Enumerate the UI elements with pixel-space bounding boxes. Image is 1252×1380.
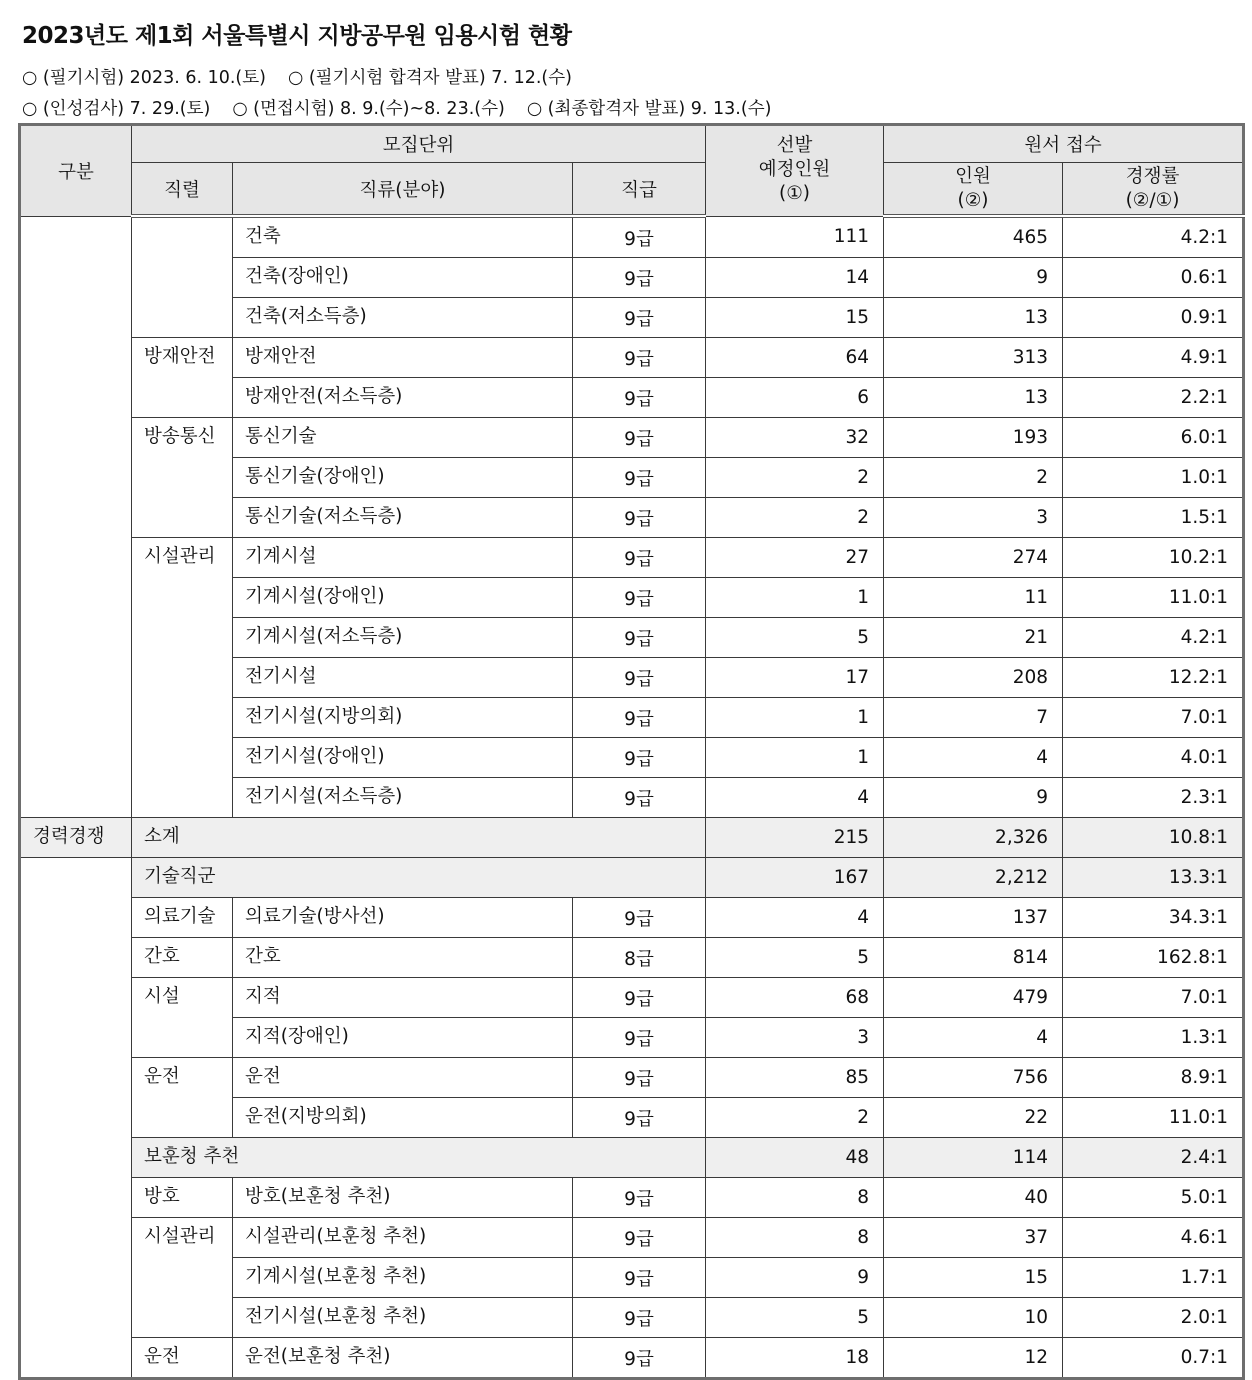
- cell-ratio: 162.8:1: [1063, 938, 1244, 978]
- cell-ratio: 4.0:1: [1063, 738, 1244, 778]
- header-planned-line1: 선발: [776, 135, 813, 156]
- cell-ratio: 7.0:1: [1063, 978, 1244, 1018]
- schedule-line-1: [22, 66, 572, 90]
- cell-applicants: 193: [884, 418, 1063, 458]
- table-row: [20, 898, 1244, 938]
- subtotal-row: [20, 818, 1244, 858]
- cell-planned: 111: [706, 216, 884, 258]
- cell-class: 지적: [233, 978, 573, 1018]
- page-title: 2023년도 제1회 서울특별시 지방공무원 임용시험 현황: [22, 23, 572, 49]
- cell-series: 방재안전: [132, 338, 233, 418]
- cell-planned: 215: [706, 818, 884, 858]
- cell-grade: 9급: [573, 578, 706, 618]
- cell-applicants: 21: [884, 618, 1063, 658]
- cell-grade: 9급: [573, 418, 706, 458]
- table-row: [20, 1218, 1244, 1258]
- cell-planned: 2: [706, 498, 884, 538]
- cell-class: 전기시설(장애인): [233, 738, 573, 778]
- header-ratio-line1: 경쟁률: [1125, 165, 1180, 187]
- cell-applicants: 4: [884, 1018, 1063, 1058]
- cell-planned: 5: [706, 618, 884, 658]
- cell-class: 통신기술(장애인): [233, 458, 573, 498]
- cell-gubun: 경력경쟁: [20, 818, 132, 858]
- cell-class: 전기시설(보훈청 추천): [233, 1298, 573, 1338]
- cell-grade: 9급: [573, 538, 706, 578]
- header-job-series: 직렬: [132, 163, 233, 217]
- cell-ratio: 1.5:1: [1063, 498, 1244, 538]
- cell-class: 통신기술: [233, 418, 573, 458]
- cell-grade: 9급: [573, 498, 706, 538]
- cell-planned: 3: [706, 1018, 884, 1058]
- cell-grade: 9급: [573, 738, 706, 778]
- cell-gubun-blank: [20, 858, 132, 1379]
- header-applicants-line2: (②): [957, 189, 989, 211]
- header-planned: [706, 125, 884, 217]
- cell-class: 기계시설(저소득층): [233, 618, 573, 658]
- cell-planned: 32: [706, 418, 884, 458]
- cell-applicants: 13: [884, 298, 1063, 338]
- cell-ratio: 0.7:1: [1063, 1338, 1244, 1379]
- cell-class: 운전: [233, 1058, 573, 1098]
- cell-planned: 167: [706, 858, 884, 898]
- cell-ratio: 1.7:1: [1063, 1258, 1244, 1298]
- cell-class: 기계시설(보훈청 추천): [233, 1258, 573, 1298]
- cell-applicants: 137: [884, 898, 1063, 938]
- header-grade: 직급: [573, 163, 706, 217]
- cell-ratio: 4.2:1: [1063, 618, 1244, 658]
- cell-class: 지적(장애인): [233, 1018, 573, 1058]
- cell-ratio: 2.4:1: [1063, 1138, 1244, 1178]
- cell-planned: 1: [706, 698, 884, 738]
- cell-series: 방송통신: [132, 418, 233, 538]
- cell-group-label: 보훈청 추천: [132, 1138, 706, 1178]
- cell-grade: 9급: [573, 978, 706, 1018]
- table-row: [20, 216, 1244, 258]
- cell-applicants: 15: [884, 1258, 1063, 1298]
- cell-grade: 9급: [573, 778, 706, 818]
- cell-ratio: 1.3:1: [1063, 1018, 1244, 1058]
- cell-applicants: 2,212: [884, 858, 1063, 898]
- cell-class: 의료기술(방사선): [233, 898, 573, 938]
- header-job-class: 직류(분야): [233, 163, 573, 217]
- cell-series: 운전: [132, 1058, 233, 1138]
- cell-planned: 2: [706, 458, 884, 498]
- cell-grade: 9급: [573, 1058, 706, 1098]
- cell-ratio: 11.0:1: [1063, 578, 1244, 618]
- header-ratio-line2: (②/①): [1125, 189, 1180, 211]
- cell-applicants: 10: [884, 1298, 1063, 1338]
- group-row: [20, 858, 1244, 898]
- header-planned-line2: 예정인원: [758, 159, 831, 180]
- cell-applicants: 40: [884, 1178, 1063, 1218]
- schedule-item: ○ (필기시험) 2023. 6. 10.(토): [22, 68, 266, 88]
- cell-series: 방호: [132, 1178, 233, 1218]
- cell-planned: 5: [706, 938, 884, 978]
- cell-grade: 9급: [573, 1018, 706, 1058]
- exam-status-table: [18, 123, 1245, 1380]
- cell-planned: 1: [706, 738, 884, 778]
- cell-applicants: 756: [884, 1058, 1063, 1098]
- table-row: [20, 418, 1244, 458]
- cell-ratio: 2.3:1: [1063, 778, 1244, 818]
- cell-planned: 5: [706, 1298, 884, 1338]
- cell-ratio: 11.0:1: [1063, 1098, 1244, 1138]
- cell-applicants: 12: [884, 1338, 1063, 1379]
- cell-grade: 9급: [573, 338, 706, 378]
- header-applicants: [884, 163, 1063, 217]
- cell-planned: 15: [706, 298, 884, 338]
- table-row: [20, 538, 1244, 578]
- cell-grade: 9급: [573, 1298, 706, 1338]
- cell-class: 운전(보훈청 추천): [233, 1338, 573, 1379]
- group-row: [20, 1138, 1244, 1178]
- cell-planned: 14: [706, 258, 884, 298]
- cell-class: 건축: [233, 216, 573, 258]
- cell-class: 시설관리(보훈청 추천): [233, 1218, 573, 1258]
- cell-planned: 27: [706, 538, 884, 578]
- cell-planned: 4: [706, 778, 884, 818]
- cell-grade: 9급: [573, 1218, 706, 1258]
- cell-class: 방재안전(저소득층): [233, 378, 573, 418]
- cell-planned: 6: [706, 378, 884, 418]
- cell-planned: 8: [706, 1218, 884, 1258]
- cell-class: 전기시설: [233, 658, 573, 698]
- cell-ratio: 6.0:1: [1063, 418, 1244, 458]
- cell-applicants: 37: [884, 1218, 1063, 1258]
- cell-planned: 64: [706, 338, 884, 378]
- cell-grade: 9급: [573, 698, 706, 738]
- cell-grade: 9급: [573, 458, 706, 498]
- cell-grade: 8급: [573, 938, 706, 978]
- cell-class: 방호(보훈청 추천): [233, 1178, 573, 1218]
- cell-planned: 2: [706, 1098, 884, 1138]
- cell-series: 운전: [132, 1338, 233, 1379]
- cell-class: 전기시설(저소득층): [233, 778, 573, 818]
- cell-class: 운전(지방의회): [233, 1098, 573, 1138]
- cell-grade: 9급: [573, 216, 706, 258]
- cell-ratio: 1.0:1: [1063, 458, 1244, 498]
- cell-planned: 17: [706, 658, 884, 698]
- cell-class: 기계시설: [233, 538, 573, 578]
- cell-grade: 9급: [573, 1178, 706, 1218]
- cell-applicants: 4: [884, 738, 1063, 778]
- cell-ratio: 5.0:1: [1063, 1178, 1244, 1218]
- header-planned-line3: (①): [779, 183, 811, 204]
- schedule-line-2: [22, 97, 771, 121]
- cell-applicants: 3: [884, 498, 1063, 538]
- table-row: [20, 1338, 1244, 1379]
- cell-class: 간호: [233, 938, 573, 978]
- cell-planned: 68: [706, 978, 884, 1018]
- cell-planned: 18: [706, 1338, 884, 1379]
- cell-ratio: 4.2:1: [1063, 216, 1244, 258]
- cell-applicants: 313: [884, 338, 1063, 378]
- cell-ratio: 10.8:1: [1063, 818, 1244, 858]
- cell-applicants: 11: [884, 578, 1063, 618]
- table-row: [20, 1058, 1244, 1098]
- cell-planned: 48: [706, 1138, 884, 1178]
- cell-series: 시설관리: [132, 538, 233, 818]
- schedule-item: ○ (최종합격자 발표) 9. 13.(수): [526, 99, 772, 119]
- cell-class: 방재안전: [233, 338, 573, 378]
- cell-ratio: 4.6:1: [1063, 1218, 1244, 1258]
- cell-grade: 9급: [573, 658, 706, 698]
- cell-ratio: 2.2:1: [1063, 378, 1244, 418]
- cell-planned: 8: [706, 1178, 884, 1218]
- cell-series: 시설관리: [132, 1218, 233, 1338]
- cell-class: 건축(장애인): [233, 258, 573, 298]
- cell-ratio: 10.2:1: [1063, 538, 1244, 578]
- cell-grade: 9급: [573, 378, 706, 418]
- cell-applicants: 814: [884, 938, 1063, 978]
- table-row: [20, 1178, 1244, 1218]
- cell-series: 간호: [132, 938, 233, 978]
- cell-ratio: 2.0:1: [1063, 1298, 1244, 1338]
- cell-applicants: 274: [884, 538, 1063, 578]
- cell-planned: 85: [706, 1058, 884, 1098]
- cell-ratio: 12.2:1: [1063, 658, 1244, 698]
- cell-class: 전기시설(지방의회): [233, 698, 573, 738]
- cell-ratio: 0.6:1: [1063, 258, 1244, 298]
- header-recruit-unit: 모집단위: [132, 125, 706, 163]
- cell-applicants: 208: [884, 658, 1063, 698]
- cell-series: 시설: [132, 978, 233, 1058]
- cell-grade: 9급: [573, 298, 706, 338]
- schedule-item: ○ (인성검사) 7. 29.(토): [22, 99, 211, 119]
- cell-planned: 4: [706, 898, 884, 938]
- cell-grade: 9급: [573, 258, 706, 298]
- cell-applicants: 7: [884, 698, 1063, 738]
- cell-ratio: 8.9:1: [1063, 1058, 1244, 1098]
- cell-ratio: 0.9:1: [1063, 298, 1244, 338]
- header-gubun: 구분: [20, 125, 132, 217]
- cell-series: 의료기술: [132, 898, 233, 938]
- cell-class: 건축(저소득층): [233, 298, 573, 338]
- cell-grade: 9급: [573, 1098, 706, 1138]
- cell-applicants: 2,326: [884, 818, 1063, 858]
- header-applicants-line1: 인원: [955, 165, 991, 187]
- cell-grade: 9급: [573, 618, 706, 658]
- cell-applicants: 465: [884, 216, 1063, 258]
- cell-ratio: 34.3:1: [1063, 898, 1244, 938]
- cell-applicants: 13: [884, 378, 1063, 418]
- schedule-item: ○ (필기시험 합격자 발표) 7. 12.(수): [287, 68, 572, 88]
- cell-applicants: 22: [884, 1098, 1063, 1138]
- cell-class: 기계시설(장애인): [233, 578, 573, 618]
- cell-subtotal-label: 소계: [132, 818, 706, 858]
- cell-planned: 9: [706, 1258, 884, 1298]
- cell-ratio: 7.0:1: [1063, 698, 1244, 738]
- table-row: [20, 978, 1244, 1018]
- cell-applicants: 9: [884, 258, 1063, 298]
- cell-applicants: 9: [884, 778, 1063, 818]
- cell-ratio: 13.3:1: [1063, 858, 1244, 898]
- cell-series: [132, 216, 233, 338]
- cell-group-label: 기술직군: [132, 858, 706, 898]
- cell-ratio: 4.9:1: [1063, 338, 1244, 378]
- cell-grade: 9급: [573, 898, 706, 938]
- cell-planned: 1: [706, 578, 884, 618]
- cell-applicants: 479: [884, 978, 1063, 1018]
- table-row: [20, 938, 1244, 978]
- cell-applicants: 114: [884, 1138, 1063, 1178]
- header-ratio: [1063, 163, 1244, 217]
- cell-grade: 9급: [573, 1338, 706, 1379]
- cell-class: 통신기술(저소득층): [233, 498, 573, 538]
- schedule-item: ○ (면접시험) 8. 9.(수)~8. 23.(수): [232, 99, 505, 119]
- table-row: [20, 338, 1244, 378]
- cell-applicants: 2: [884, 458, 1063, 498]
- cell-gubun: [20, 216, 132, 818]
- header-applications: 원서 접수: [884, 125, 1244, 163]
- cell-grade: 9급: [573, 1258, 706, 1298]
